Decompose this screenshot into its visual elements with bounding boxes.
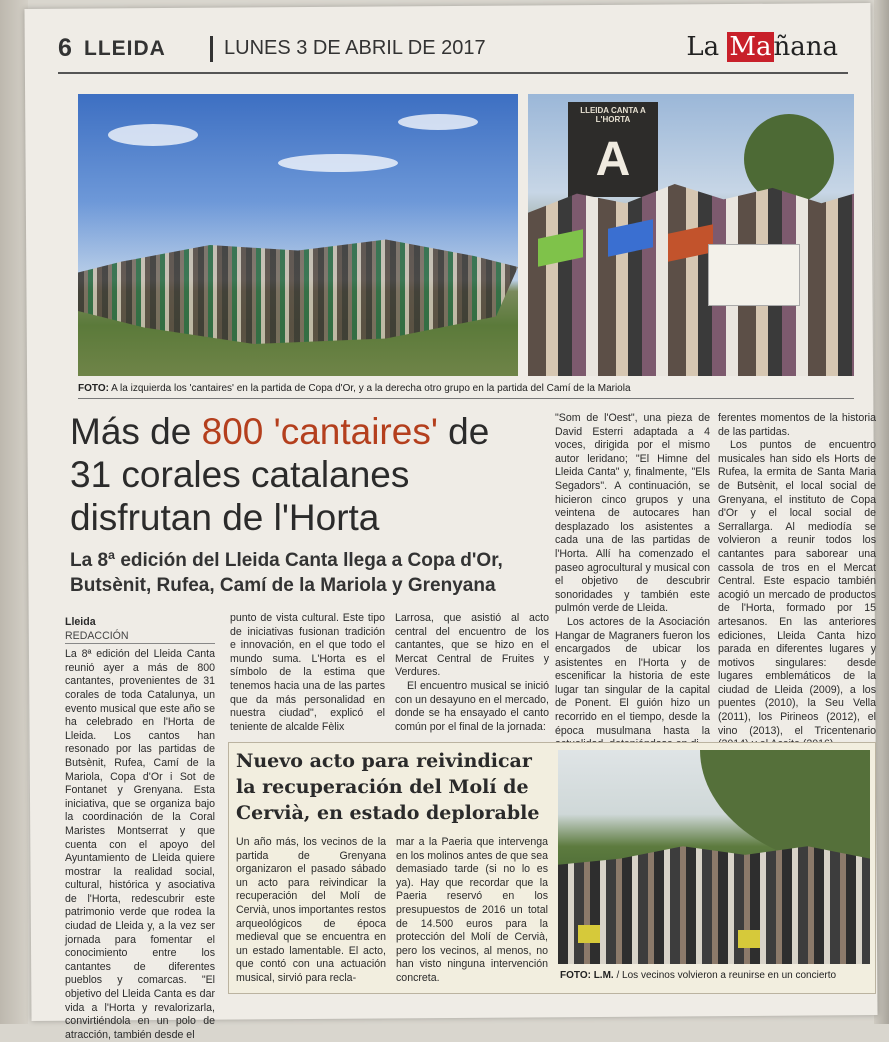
banner-text: LLEIDA CANTA A L'HORTA — [580, 106, 646, 124]
issue-date: LUNES 3 DE ABRIL DE 2017 — [224, 37, 486, 59]
cloud — [278, 154, 398, 172]
article-headline — [70, 410, 540, 539]
section-name: LLEIDA — [84, 37, 166, 60]
headline-part: Más de — [70, 411, 202, 452]
sidebar-column-1 — [236, 836, 386, 986]
page-header — [58, 30, 848, 70]
article-column-3 — [395, 612, 549, 734]
tree — [744, 114, 834, 204]
article-paragraph: Los puntos de encuentro musicales han sido els Horts de Rufea, la ermita de Santa Maria de Butsènit, el local social de Grenyana, el instituto de Copa d'Or y el local social de Serrallarga. Al mediodía se volvieron a reunir todos los cantantes para saborear una cassola de tros en el Mercat Central. Este espacio también acogió un mercado de productos de l'Horta, formado por 15 artesanos. En las anteriores ediciones, Lleida Canta hizo parada en diferentes lugares y motivos singulares: desde lugares emblemáticos de la ciudad de Lleida (2009), a los puentes (2010), la Seu Vella (2011), los Pirineos (2012), el vino (2013), el Tricentenario — [718, 439, 876, 737]
headline-highlight: 800 'cantaires' — [201, 411, 438, 452]
article-column-5 — [718, 412, 876, 752]
sidebar-paragraph: Un año más, los vecinos de la partida de Grenyana organizaron el pasado sábado un acto para reivindicar la recuperación del Molí de Cervià, unos importantes restos arqueológicos de época medieval que se encuentra en un estado lamentable. El acto, que contó con una actuación musical, sirvió para recla- — [236, 836, 386, 984]
sidebar-column-2 — [396, 836, 548, 986]
article-column-4 — [555, 412, 710, 752]
logo-text-nana: ñana — [773, 32, 838, 62]
choir-banner — [568, 102, 658, 197]
caption-label: FOTO: — [78, 383, 109, 394]
article-subheadline: La 8ª edición del Lleida Canta llega a Copa d'Or, Butsènit, Rufea, Camí de la Mariola y Grenyana — [70, 550, 503, 596]
article-paragraph: Los actores de la Asociación Hangar de Magraners fueron los encargados de ubicar los asistentes en l'Horta y de escenificar la historia de este lugar tan singular de la capital de Ponent. El guión hizo un recorrido en el tiempo, desde la época musulmana hasta la — [555, 615, 710, 737]
photo-choir-field — [78, 94, 518, 376]
sidebar-paragraph: mar a la Paeria que intervenga en los molinos antes de que sea demasiado tarde (si no lo es ya). Hay que recordar que la Paeria reservó en los presupuestos de 2016 un total de 14.500 euros para la protección del Molí de Cervià, pero los vecinos, al menos, no han visto ninguna intervención concreta. — [396, 836, 548, 984]
caption-rule — [78, 398, 854, 399]
newspaper-logo — [686, 32, 838, 62]
photo-caption — [78, 383, 854, 394]
headline-part: de 31 corales catalanes disfrutan de l'Horta — [70, 411, 490, 538]
audience-group — [558, 840, 870, 964]
byline: REDACCIÓN — [65, 630, 215, 645]
banner-letter: A — [595, 133, 631, 186]
page-number: 6 — [58, 34, 72, 62]
article-column-1 — [65, 616, 215, 1042]
photo-choir-closeup — [528, 94, 854, 376]
article-column-2 — [230, 612, 385, 734]
caption-label: FOTO: L.M. — [560, 970, 614, 981]
logo-text-ma: Ma — [729, 32, 772, 62]
sidebar-photo-caption — [560, 970, 872, 981]
article-paragraph: "Som de l'Oest", una pieza de David Esterri adaptada a 4 voces, dirigida por el mismo autor leridano; "El Himne del Lleida Canta" y, finalmente, "Els Segadors". A continuación, se hicieron cinco grupos y una veintena de autocares han desplazado los asistentes a cada una de las partidas de l'Horta. Allí ha comenzado el paseo agrocultural y musical con el objetivo de descubrir sonoridades y también este pulmón verde de Lleida. — [555, 412, 710, 615]
article-paragraph: La 8ª edición del Lleida Canta reunió ayer a más de 800 cantantes, provenientes de 31 corales de toda Catalunya, un evento musical que este año se ha celebrado en l'Horta de Lleida. Los cantos han resonado por las partidas de Butsènit, Rufea, Camí de la Mariola, Copa d'Or i Sot de Fontanet y Grenyana. Esta iniciativa, que se organiza bajo la coordinación de la Coral Maristes Montserrat y que cuenta con el apoyo del Ayuntamiento de Lleida quiere mostrar la realidad social, cultural, histórica y asociativa de l'Horta, redescubrir este patrimonio verde que rodea la ciudad de Lleida y, a la vez ser jornada para fomentar el conocimiento entre los cantantes de diferentes pueblos y comarcas. "El objetivo del Lleida Canta es dar vida a l'Horta y revalorizarla, convirtiéndola en un polo de atracción, también desde el — [65, 648, 215, 1041]
article-paragraph: El encuentro musical se inició con un desayuno en el mercado, donde se ha ensayado el canto común por el final de la jornada: — [395, 679, 549, 733]
caption-text: / Los vecinos volvieron a reunirse en un concierto — [613, 970, 837, 981]
chair — [578, 925, 600, 943]
caption-text: A la izquierda los 'cantaires' en la partida de Copa d'Or, y a la derecha otro grupo en la partida del Camí de la Mariola — [108, 383, 631, 394]
sidebar-title: Nuevo acto para reivindicar la recuperación del Molí de Cervià, en estado deplorable — [236, 750, 540, 824]
crowd-of-singers — [78, 234, 518, 344]
singers-group — [528, 184, 854, 376]
adjacent-page-edge — [0, 0, 28, 1024]
cloud — [108, 124, 198, 146]
header-rule — [58, 72, 848, 74]
photo-concert-mill — [558, 750, 870, 964]
article-paragraph: Larrosa, que asistió al acto central del encuentro de los cantantes, que se hizo en el Mercat Central de Fruites y Verdures. — [395, 612, 549, 679]
article-paragraph: punto de vista cultural. Este tipo de iniciativas fusionan tradición e innovación, en el que todo el mundo suma. L'Horta es el símbolo de la estima que tenemos hacia una de las partes que da más personalidad en nuestra ciudad", explicó el teniente de alcalde Fèlix — [230, 612, 385, 733]
cloud — [398, 114, 478, 130]
music-stand-sheet — [708, 244, 800, 306]
article-paragraph: ferentes momentos de la historia de las partidas. — [718, 412, 876, 438]
chair — [738, 930, 760, 948]
header-separator — [210, 36, 213, 62]
logo-text-la: La — [686, 32, 728, 62]
dateline-place: Lleida — [65, 616, 96, 628]
